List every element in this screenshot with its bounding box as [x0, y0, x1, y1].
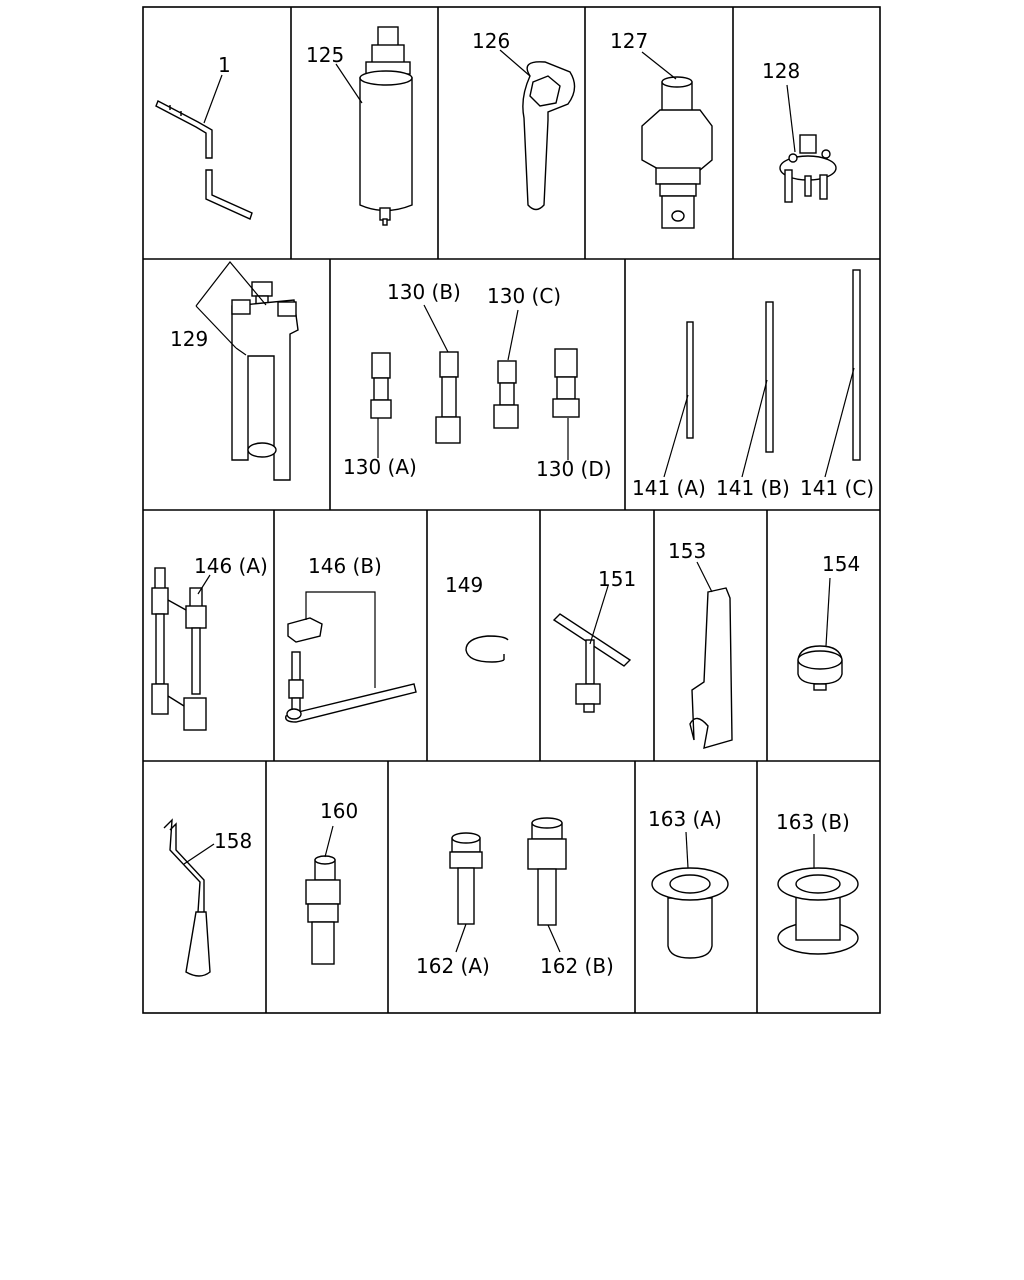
label-part-163b: 163 (B)	[776, 810, 850, 834]
diagram-grid	[143, 7, 880, 1013]
part-141c-rod	[853, 270, 860, 460]
part-163b-spool	[778, 868, 858, 954]
part-130a-wrench	[371, 353, 391, 418]
label-part-141a: 141 (A)	[632, 476, 706, 500]
part-163a-bushing	[652, 868, 728, 958]
label-part-130c: 130 (C)	[487, 284, 562, 308]
part-125-puller	[360, 27, 412, 225]
label-part-130b: 130 (B)	[387, 280, 461, 304]
part-128-pin-plate	[780, 135, 836, 202]
label-part-125: 125	[306, 43, 345, 67]
label-part-163a: 163 (A)	[648, 807, 722, 831]
label-part-154: 154	[822, 552, 861, 576]
label-part-160: 160	[320, 799, 359, 823]
label-part-130a: 130 (A)	[343, 455, 417, 479]
part-162b-bolt	[528, 818, 566, 925]
label-part-151: 151	[598, 567, 637, 591]
part-162a-bolt	[450, 833, 482, 924]
part-130c-wrench	[494, 361, 518, 428]
part-146a-frame	[152, 568, 206, 730]
label-part-1: 1	[218, 53, 231, 77]
label-part-146a: 146 (A)	[194, 554, 268, 578]
part-141b-rod	[766, 302, 773, 452]
part-146b-handle	[286, 618, 416, 722]
label-part-162b: 162 (B)	[540, 954, 614, 978]
part-127-socket	[642, 77, 712, 228]
label-part-127: 127	[610, 29, 649, 53]
part-151-t-handle	[554, 614, 630, 712]
part-126-spanner	[523, 62, 575, 210]
part-154-button	[798, 646, 842, 690]
label-part-146b: 146 (B)	[308, 554, 382, 578]
label-part-141c: 141 (C)	[800, 476, 875, 500]
part-1-bent-rod	[156, 101, 252, 219]
part-130b-wrench	[436, 352, 460, 443]
label-part-126: 126	[472, 29, 511, 53]
label-part-149: 149	[445, 573, 484, 597]
label-part-129: 129	[170, 327, 209, 351]
part-130d-wrench	[553, 349, 579, 417]
part-129-press	[232, 282, 298, 480]
label-part-128: 128	[762, 59, 801, 83]
label-part-153: 153	[668, 539, 707, 563]
label-part-141b: 141 (B)	[716, 476, 790, 500]
part-153-spanner	[690, 588, 732, 748]
part-158-hook	[164, 820, 210, 976]
label-part-158: 158	[214, 829, 253, 853]
label-part-130d: 130 (D)	[536, 457, 612, 481]
part-149-ring	[466, 636, 508, 662]
part-141a-rod	[687, 322, 693, 438]
label-part-162a: 162 (A)	[416, 954, 490, 978]
part-160-punch	[306, 856, 340, 964]
